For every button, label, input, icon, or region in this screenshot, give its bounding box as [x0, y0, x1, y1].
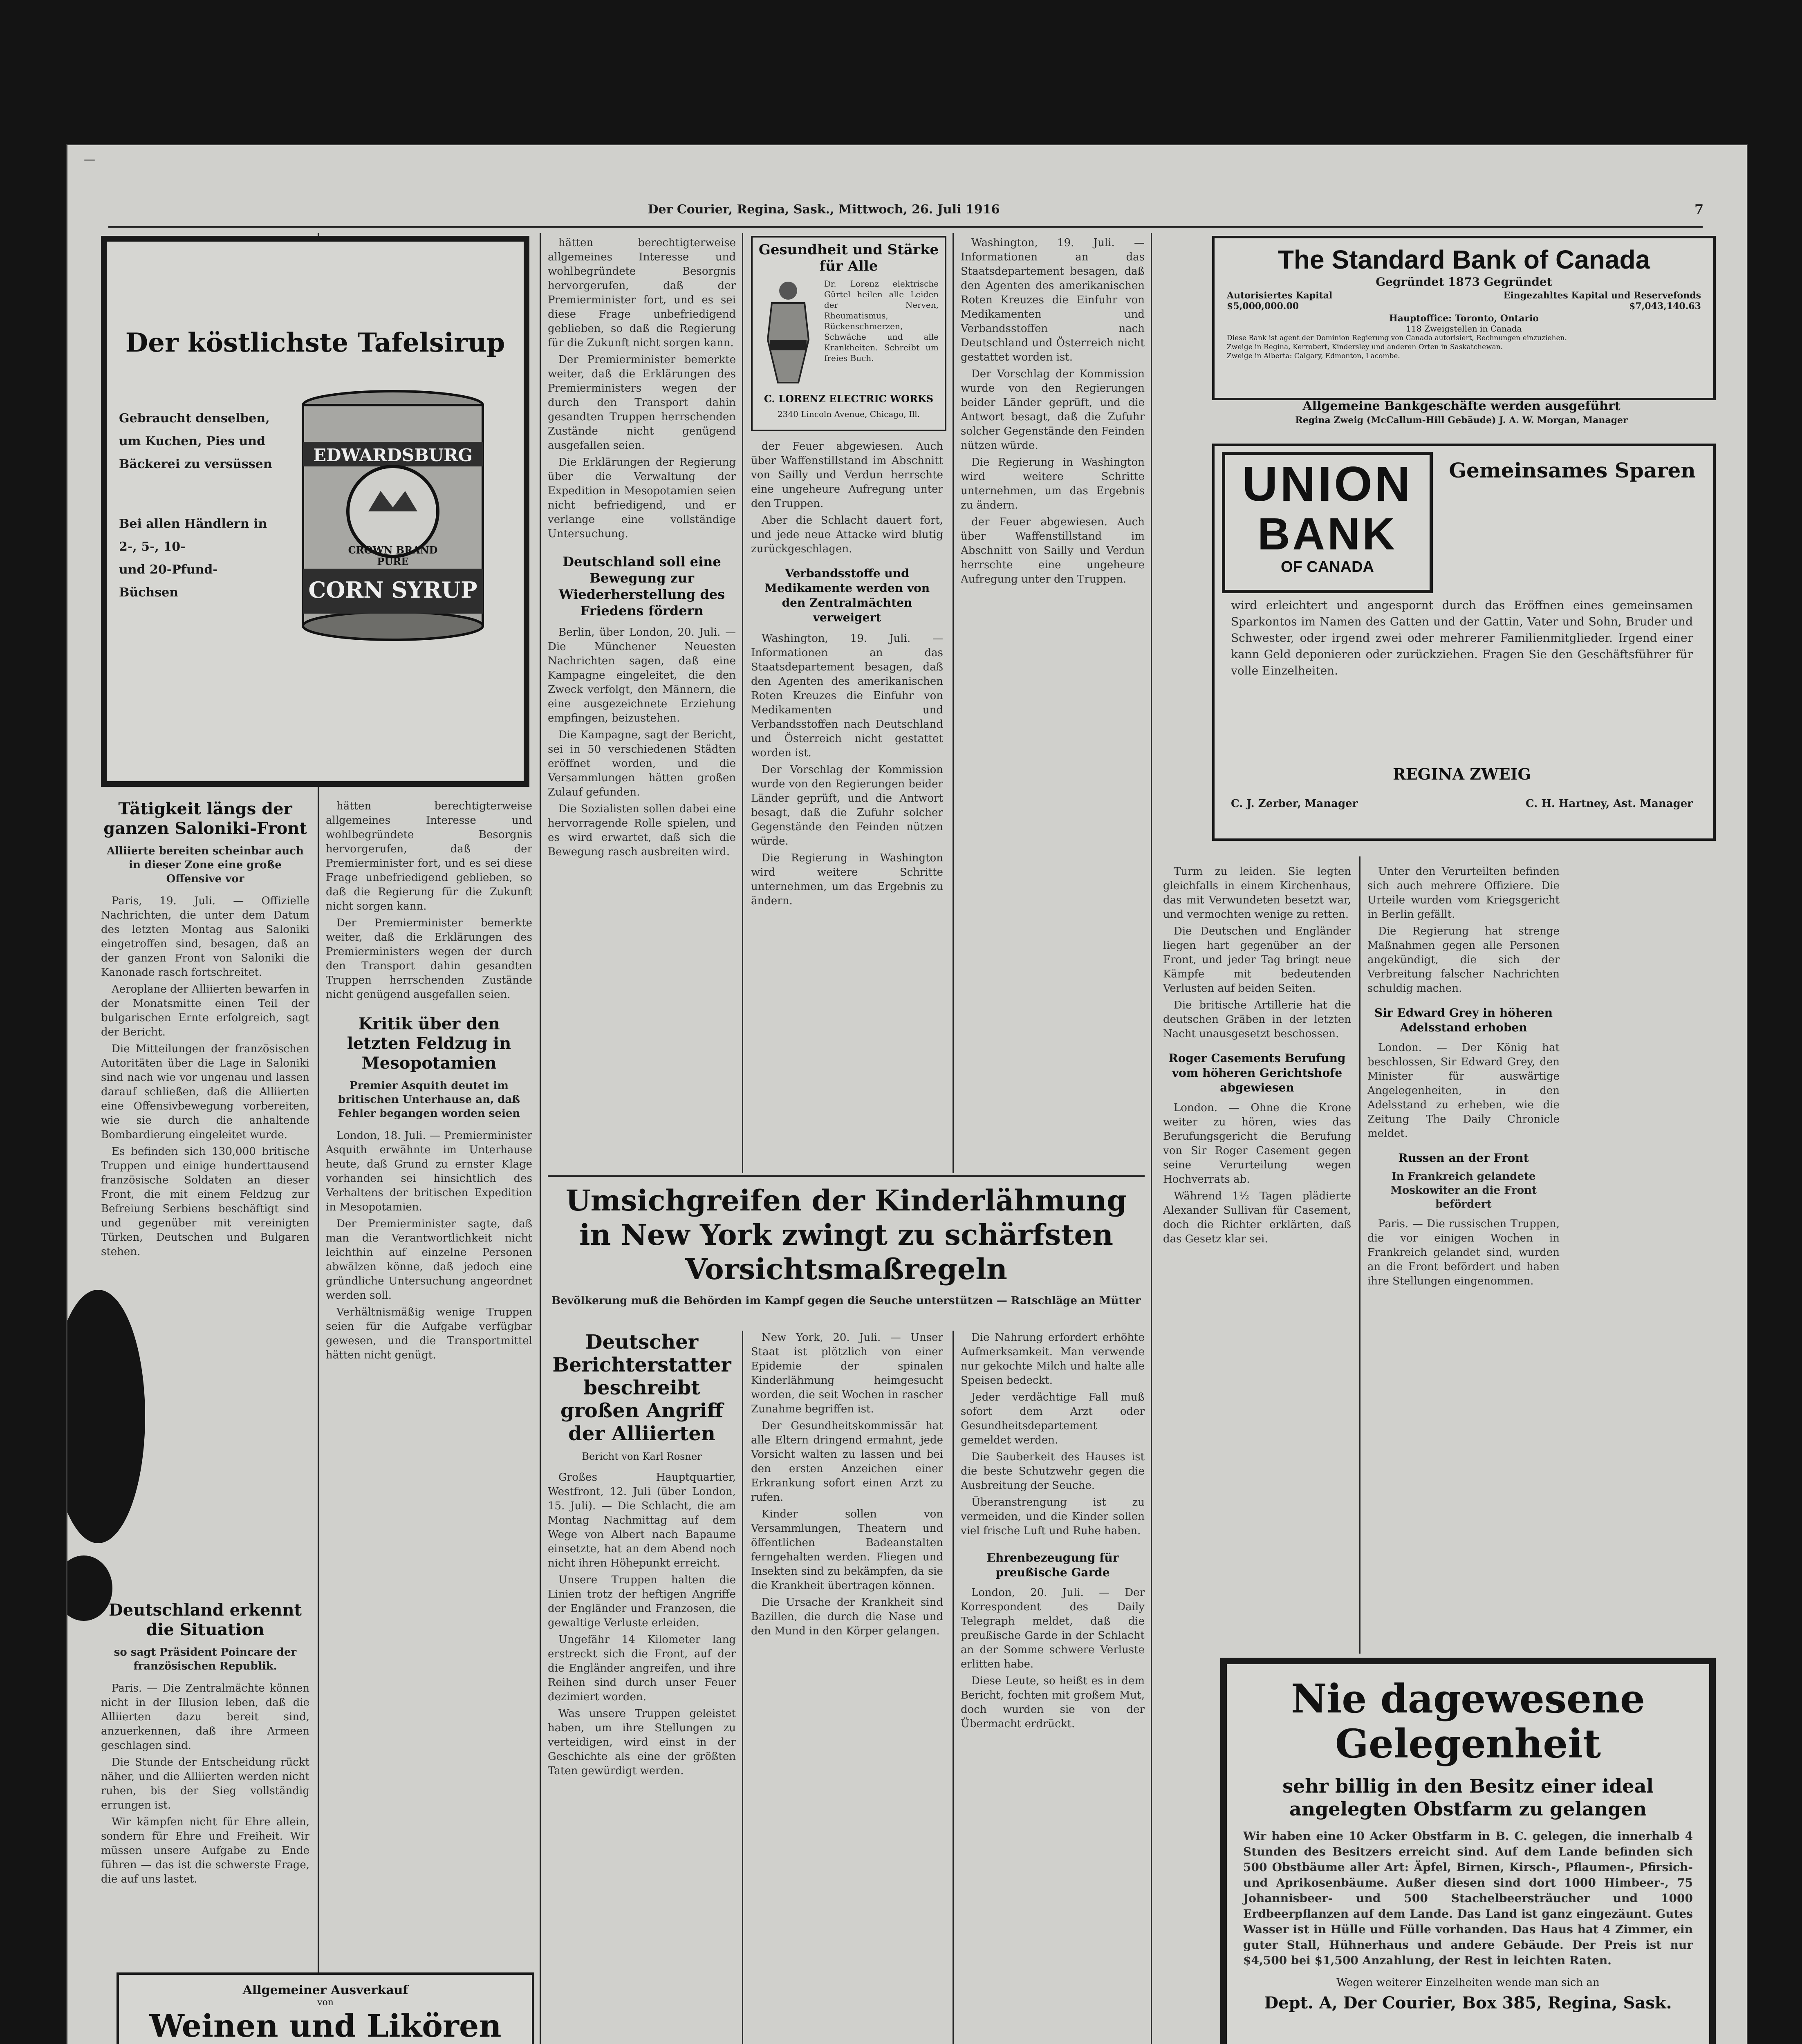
- paragraph: Paris. — Die russischen Truppen, die vor einigen Wochen in Frankreich gelandet sind, wurden an die Front befördert und haben ihre Stellungen eingenommen.: [1367, 1218, 1560, 1287]
- article-body: [751, 632, 943, 908]
- bank-capital-label: Autorisiertes Kapital: [1227, 290, 1333, 301]
- orchard-body: Wir haben eine 10 Acker Obstfarm in B. C. gelegen, die innerhalb 4 Stunden des Besitzers erreicht sind. Auf dem Lande befinden sich 500 Obstbäume aller Art: Äpfel, Birnen, Kirsch-, Pflaumen-, Pfirsich- und Aprikosenbäume. Außer diesen sind dort 1000 Himbeer-, 75 Johannisbeer- und 500 Stachelbeersträucher und 1000 Erdbeerpflanzen auf dem Lande. Das Land ist ganz eingezäunt. Gutes Wasser ist in Hülle und Fülle vorhanden. Das Haus hat 4 Zimmer, ein guter Stall, Hühnerhaus und andere Gebäude. Der Preis ist nur $4,500 bei $1,500 Anzahlung, der Rest in leichten Raten.: [1243, 1829, 1693, 1967]
- article-body: [961, 236, 1145, 587]
- article-body: [548, 1470, 736, 1778]
- article-kritik: [326, 799, 532, 2044]
- page-number: 7: [1694, 202, 1704, 217]
- paragraph: New York, 20. Juli. — Unser Staat ist plötzlich von einer Epidemie der spinalen Kinderlähmung heimgesucht worden, die seit Wochen in rascher Zunahme begriffen ist.: [751, 1331, 943, 1415]
- article-kinderlaehmung-1: [751, 1331, 943, 2044]
- lorenz-company: C. LORENZ ELECTRIC WORKS: [764, 393, 934, 405]
- paragraph: Diese Leute, so heißt es in dem Bericht, fochten mit großem Mut, doch wurden sie von der Übermacht erdrückt.: [961, 1675, 1145, 1730]
- paragraph: Die Deutschen und Engländer liegen hart gegenüber an der Front, und jeder Tag bringt neue Kämpfe mit bedeutenden Verlusten auf beiden Seiten.: [1163, 925, 1351, 995]
- article-title: Ehrenbezeugung für preußische Garde: [986, 1551, 1119, 1579]
- paragraph: Der Vorschlag der Kommission wurde von den Regierungen beider Länder geprüft, und die Antwort besagt, daß die Zufuhr solcher Gegenstände den Feinden nützen würde.: [751, 764, 943, 847]
- can-product: CORN SYRUP: [308, 577, 477, 603]
- header-rule: [108, 226, 1703, 228]
- article-body: [1163, 865, 1351, 1041]
- union-logo-line: OF CANADA: [1281, 558, 1374, 576]
- union-bank-ad: [1212, 444, 1716, 841]
- bank-lines: [1215, 334, 1713, 361]
- union-manager: C. H. Hartney, Ast. Manager: [1525, 798, 1693, 810]
- paragraph: Turm zu leiden. Sie legten gleichfalls in einem Kirchenhaus, das mit Verwundeten besetzt war, und vermochten wenige zu retten.: [1163, 865, 1351, 921]
- article-title: Roger Casements Berufung vom höheren Gerichtshofe abgewiesen: [1168, 1051, 1346, 1094]
- paragraph: Die britische Artillerie hat die deutschen Gräben in der letzten Nacht unausgesetzt beschossen.: [1163, 999, 1351, 1040]
- paragraph: Verhältnismäßig wenige Truppen seien für die Aufgabe verfügbar gewesen, und die Transportmittel hätten nicht genügt.: [326, 1306, 532, 1361]
- paragraph: Der Premierminister bemerkte weiter, daß die Erklärungen des Premierministers wegen der durch den Transport dahin gesandten Truppen herrschenden Zustände nicht genügend ausgefallen seien.: [548, 354, 736, 452]
- bank-general: Allgemeine Bankgeschäfte werden ausgeführt: [1302, 399, 1620, 413]
- bank-founded: Gegründet 1873 Gegründet: [1376, 275, 1552, 289]
- paragraph: London, 20. Juli. — Der Korrespondent des Daily Telegraph meldet, daß die preußische Garde in der Schlacht an der Somme schwere Verluste erlitten habe.: [961, 1587, 1145, 1670]
- column-rule: [1359, 856, 1360, 1654]
- paragraph: Washington, 19. Juli. — Informationen an das Staatsdepartement besagen, daß den Agenten des amerikanischen Roten Kreuzes die Einfuhr von Medikamenten und Verbandsstoffen nach Deutschland und Österreich nicht gestattet worden ist.: [961, 237, 1145, 363]
- column-rule: [742, 1331, 743, 2044]
- wine-von: von: [317, 1997, 334, 2008]
- article-title: Kritik über den letzten Feldzug in Mesopotamien: [347, 1014, 511, 1073]
- article-body: [961, 1331, 1145, 1538]
- article-body: [1367, 1217, 1560, 1289]
- orchard-ad: [1220, 1658, 1716, 2044]
- bank-capital: [1227, 290, 1332, 312]
- bank-paid-value: $7,043,140.63: [1629, 301, 1701, 312]
- paragraph: Unsere Truppen halten die Linien trotz der heftigen Angriffe der Engländer und Franzosen, die gewaltige Verluste erleiden.: [548, 1574, 736, 1629]
- paragraph: Der Gesundheitskommissär hat alle Eltern dringend ermahnt, jede Vorsicht walten zu lassen und bei den ersten Anzeichen einer Erkrankung sofort einen Arzt zu rufen.: [751, 1420, 943, 1504]
- paragraph: Großes Hauptquartier, Westfront, 12. Juli (über London, 15. Juli). — Die Schlacht, die am Montag Nachmittag auf dem Wege von Albert nach Bapaume einsetzte, hat an dem Abend noch nicht ihren Höhepunkt erreicht.: [548, 1471, 736, 1569]
- standard-bank-ad: [1212, 236, 1716, 400]
- article-right-2: [1367, 865, 1560, 1650]
- syrup-headline: Der köstlichste Tafelsirup: [125, 327, 505, 358]
- article-byline: Bericht von Karl Rosner: [582, 1451, 702, 1462]
- paragraph: Was unsere Truppen geleistet haben, um ihre Stellungen zu verteidigen, wird einst in der Geschichte als eine der größten Taten gewürdigt werden.: [548, 1708, 736, 1777]
- paragraph: Paris. — Die Zentralmächte können nicht in der Illusion leben, daß die Alliierten dazu bereit sind, anzuerkennen, daß ihre Armeen geschlagen sind.: [101, 1682, 309, 1752]
- bank-paid-label: Eingezahltes Kapital und Reservefonds: [1503, 290, 1701, 301]
- paragraph: Die Regierung in Washington wird weitere Schritte unternehmen, um das Ergebnis zu ändern.: [751, 852, 943, 907]
- union-body: wird erleichtert und angespornt durch das Eröffnen eines gemeinsamen Sparkontos im Namen des Gatten und der Gattin, Vater und Sohn, Bruder und Schwester, oder irgend zwei oder mehrerer Familienmitglieder. Irgend einer kann Geld deponieren oder zurückziehen. Fragen Sie den Geschäftsführer für volle Einzelheiten.: [1231, 598, 1693, 677]
- paragraph: Der Premierminister bemerkte weiter, daß die Erklärungen des Premierministers wegen der durch den Transport dahin gesandten Truppen herrschenden Zustände nicht genügend ausgefallen seien.: [326, 917, 532, 1001]
- masthead-header: Der Courier, Regina, Sask., Mittwoch, 26. Juli 1916: [648, 202, 1000, 217]
- bank-capital-row: [1215, 289, 1713, 313]
- orchard-subtitle: sehr billig in den Besitz einer ideal angelegten Obstfarm zu gelangen: [1282, 1775, 1654, 1820]
- article-title: Deutscher Berichterstatter beschreibt großen Angriff der Alliierten: [552, 1331, 731, 1445]
- paragraph: Die Sozialisten sollen dabei eine hervorragende Rolle spielen, und es wird erwartet, daß sich die Bewegung rasch ausbreiten wird.: [548, 803, 736, 858]
- paragraph: Der Vorschlag der Kommission wurde von den Regierungen beider Länder geprüft, und die Antwort besagt, daß die Zufuhr solcher Gegenstände den Feinden nützen würde.: [961, 368, 1145, 452]
- paragraph: hätten berechtigterweise allgemeines Interesse und wohlbegründete Besorgnis hervorgerufen, daß der Premierminister fort, und es sei diese Frage unbefriedigend geblieben, so daß die Regierung für die Zukunft nicht sorgen kann.: [326, 800, 532, 912]
- bank-paid: [1504, 290, 1701, 312]
- paragraph: Die Stunde der Entscheidung rückt näher, und die Alliierten werden nicht ruhen, bis der Sieg vollständig errungen ist.: [101, 1756, 309, 1811]
- paragraph: Aeroplane der Alliierten bewarfen in der Monatsmitte einen Teil der bulgarischen Ernte erfolgreich, sagt der Bericht.: [101, 983, 309, 1038]
- article-body: [101, 894, 309, 1259]
- orchard-title: Gelegenheit: [1335, 1721, 1601, 1767]
- lorenz-address: 2340 Lincoln Avenue, Chicago, Ill.: [777, 409, 920, 419]
- article-subtitle: so sagt Präsident Poincare der französischen Republik.: [114, 1646, 297, 1672]
- paragraph: Unter den Verurteilten befinden sich auch mehrere Offiziere. Die Urteile wurden vom Kriegsgericht in Berlin gefällt.: [1367, 865, 1560, 921]
- bank-line: Zweige in Alberta: Calgary, Edmonton, Lacombe.: [1227, 352, 1400, 360]
- article-mid1: [548, 236, 736, 1164]
- bank-head-office: Hauptoffice: Toronto, Ontario: [1389, 313, 1539, 324]
- paragraph: hätten berechtigterweise allgemeines Interesse und wohlbegründete Besorgnis hervorgerufen, daß der Premierminister fort, und es sei diese Frage unbefriedigend geblieben, so daß die Regierung für die Zukunft nicht sorgen kann.: [548, 237, 736, 349]
- article-col-e: [961, 236, 1145, 1164]
- union-title: Gemeinsames Sparen: [1449, 458, 1696, 482]
- article-body: [548, 625, 736, 859]
- paragraph: Paris, 19. Juli. — Offizielle Nachrichten, die unter dem Datum des letzten Montag aus Saloniki eingetroffen sind, besagen, daß an der ganzen Front von Saloniki die Kanonade rasch fortschreitet.: [101, 895, 309, 979]
- newspaper-page: [66, 144, 1748, 2044]
- paragraph: Die Kampagne, sagt der Bericht, sei in 50 verschiedenen Städten eröffnet worden, und die Versammlungen hätten großen Zulauf gefunden.: [548, 729, 736, 798]
- can-brand: EDWARDSBURG: [313, 445, 473, 465]
- article-subtitle: Alliierte bereiten scheinbar auch in dieser Zone eine große Offensive vor: [107, 845, 304, 885]
- paragraph: Die Erklärungen der Regierung über die Verwaltung der Expedition in Mesopotamien seien nicht befriedigend, und er verlange eine vollständige Untersuchung.: [548, 456, 736, 540]
- kinderlaehmung-subtitle: Bevölkerung muß die Behörden im Kampf gegen die Seuche unterstützen — Ratschläge an Mütter: [551, 1295, 1141, 1307]
- orchard-contact-intro: Wegen weiterer Einzelheiten wende man sich an: [1336, 1977, 1600, 1989]
- article-title: Russen an der Front: [1398, 1151, 1529, 1165]
- paragraph: Jeder verdächtige Fall muß sofort dem Arzt oder Gesundheitsdepartement gemeldet werden.: [961, 1391, 1145, 1446]
- article-body-continued: [751, 439, 943, 556]
- paragraph: London. — Ohne die Krone weiter zu hören, wies das Berufungsgericht die Berufung von Sir Roger Casement gegen seine Verurteilung wegen Hochverrats ab.: [1163, 1102, 1351, 1186]
- article-deutschland: [101, 1600, 309, 2009]
- paragraph: Die Ursache der Krankheit sind Bazillen, die durch die Nase und den Mund in den Körper gelangen.: [751, 1596, 943, 1637]
- article-title: Deutschland soll eine Bewegung zur Wiederherstellung des Friedens fördern: [558, 554, 725, 619]
- column-rule: [1151, 233, 1152, 2044]
- paragraph: der Feuer abgewiesen. Auch über Waffenstillstand im Abschnitt von Sailly und Verdun herrschte eine ungeheure Aufregung unter den Truppen.: [961, 516, 1145, 585]
- paragraph: Berlin, über London, 20. Juli. — Die Münchener Neuesten Nachrichten sagen, daß eine Kampagne eingeleitet, die den Zweck verfolgt, den Männern, die eine ausgezeichnete Erziehung empfingen, beizustehen.: [548, 626, 736, 724]
- bank-line: Diese Bank ist agent der Dominion Regierung von Canada autorisiert, Rechnungen einzuziehen.: [1227, 334, 1567, 342]
- paragraph: Die Regierung in Washington wird weitere Schritte unternehmen, um das Ergebnis zu ändern.: [961, 456, 1145, 511]
- wine-intro: Allgemeiner Ausverkauf: [242, 1983, 408, 1997]
- syrup-line: um Kuchen, Pies und: [119, 434, 266, 448]
- paragraph: Während 1½ Tagen plädierte Alexander Sullivan für Casement, doch die Richter erklärten, daß das Gesetz klar sei.: [1163, 1190, 1351, 1245]
- union-logo-line: BANK: [1257, 509, 1397, 559]
- syrup-can-image: [295, 389, 491, 642]
- article-body: [1367, 1041, 1560, 1141]
- article-body: [548, 236, 736, 541]
- belt-man-image: [758, 278, 819, 385]
- article-body: [101, 1681, 309, 1887]
- bank-capital-value: $5,000,000.00: [1227, 301, 1299, 312]
- union-branch: REGINA ZWEIG: [1393, 765, 1531, 783]
- article-body: [1163, 1101, 1351, 1246]
- paragraph: Die Sauberkeit des Hauses ist die beste Schutzwehr gegen die Ausbreitung der Seuche.: [961, 1451, 1145, 1492]
- paragraph: London, 18. Juli. — Premierminister Asquith erwähnte im Unterhause heute, daß Grund zu ernster Klage vorhanden sei hinsichtlich des Verhaltens der britischen Expedition in Mesopotamien.: [326, 1130, 532, 1213]
- syrup-line: und 20-Pfund-Büchsen: [119, 563, 218, 600]
- paragraph: Überanstrengung ist zu vermeiden, und die Kinder sollen viel frische Luft und Ruhe haben.: [961, 1496, 1145, 1537]
- paragraph: Kinder sollen von Versammlungen, Theatern und öffentlichen Badeanstalten ferngehalten werden. Fliegen und Insekten sind zu bekämpfen, da sie die Krankheit übertragen können.: [751, 1508, 943, 1592]
- article-subtitle: In Frankreich gelandete Moskowiter an die Front befördert: [1390, 1170, 1537, 1210]
- masthead-left-note: —: [84, 152, 95, 166]
- article-body-continued: [326, 799, 532, 1002]
- article-kinderlaehmung-2: [961, 1331, 1145, 2044]
- column-rule: [953, 1331, 954, 2044]
- paragraph: Wir kämpfen nicht für Ehre allein, sondern für Ehre und Freiheit. Wir müssen unsere Aufgabe zu Ende führen — das ist die schwerste Frage, die auf uns lastet.: [101, 1816, 309, 1885]
- lorenz-ad: [751, 236, 946, 431]
- syrup-line: 2-, 5-, 10-: [119, 540, 186, 554]
- article-subtitle: Premier Asquith deutet im britischen Unterhause an, daß Fehler begangen worden seien: [338, 1080, 520, 1120]
- article-body: [751, 1331, 943, 1638]
- article-title: Tätigkeit längs der ganzen Saloniki-Front: [103, 799, 307, 838]
- article-verbandsstoffe: [751, 439, 943, 1167]
- can-pure: PURE: [377, 556, 409, 567]
- article-right-1: [1163, 865, 1351, 1650]
- union-manager: C. J. Zerber, Manager: [1231, 798, 1358, 810]
- kinderlaehmung-title: Umsichgreifen der Kinderlähmung in New York zwingt zu schärfsten Vorsichtsmaßregeln: [565, 1183, 1127, 1286]
- orchard-contact: Dept. A, Der Courier, Box 385, Regina, Sask.: [1264, 1993, 1672, 2013]
- union-managers: [1231, 798, 1693, 810]
- paragraph: Die Regierung hat strenge Maßnahmen gegen alle Personen angekündigt, die sich der Verbreitung falscher Nachrichten schuldig machen.: [1367, 925, 1560, 995]
- bank-branches: 118 Zweigstellen in Canada: [1406, 324, 1522, 334]
- column-rule: [540, 233, 541, 2044]
- article-body: [326, 1129, 532, 1363]
- syrup-line: Bäckerei zu versüssen: [119, 457, 272, 471]
- article-title: Deutschland erkennt die Situation: [108, 1600, 302, 1639]
- article-title: Verbandsstoffe und Medikamente werden von den Zentralmächten verweigert: [764, 567, 930, 624]
- paragraph: Aber die Schlacht dauert fort, und jede neue Attacke wird blutig zurückgeschlagen.: [751, 514, 943, 555]
- article-berichterstatter: [548, 1331, 736, 2044]
- paragraph: Ungefähr 14 Kilometer lang erstreckt sich die Front, auf der die Engländer angreifen, und ihre Reihen sind durch unser Feuer dezimiert worden.: [548, 1634, 736, 1703]
- paragraph: Washington, 19. Juli. — Informationen an das Staatsdepartement besagen, daß den Agenten des amerikanischen Roten Kreuzes die Einfuhr von Medikamenten und Verbandsstoffen nach Deutschland und Österreich nicht gestattet worden ist.: [751, 632, 943, 759]
- lorenz-body: Dr. Lorenz elektrische Gürtel heilen alle Leiden der Nerven, Rheumatismus, Rückenschmerzen, Schwäche und alle Krankheiten. Schreibt um freies Buch.: [824, 279, 939, 363]
- wine-headline: Weinen und Likören: [149, 2008, 502, 2044]
- column-rule: [742, 233, 743, 1173]
- syrup-text: [119, 407, 274, 604]
- bank-line: Zweige in Regina, Kerrobert, Kindersley und anderen Orten in Saskatchewan.: [1227, 343, 1503, 351]
- paragraph: Die Mitteilungen der französischen Autoritäten über die Lage in Saloniki sind nach wie vor ungenau und lassen darauf schließen, daß die Alliierten eine Offensivbewegung vorbereiten, wie sie durch die anhaltende Bombardierung eingeleitet wurde.: [101, 1043, 309, 1141]
- lorenz-headline: Gesundheit und Stärke für Alle: [758, 242, 939, 274]
- paragraph: der Feuer abgewiesen. Auch über Waffenstillstand im Abschnitt von Sailly und Verdun herrschte eine ungeheure Aufregung unter den Truppen.: [751, 440, 943, 510]
- column-rule: [953, 233, 954, 1173]
- bank-title: The Standard Bank of Canada: [1278, 245, 1650, 274]
- syrup-line: Bei allen Händlern in: [119, 517, 267, 531]
- orchard-title: Nie dagewesene: [1291, 1676, 1645, 1722]
- union-logo: [1222, 452, 1433, 593]
- paragraph: Es befinden sich 130,000 britische Truppen und einige hunderttausend französische Soldaten an dieser Front, die mit einem Feldzug zur Befreiung Serbiens beschäftigt sind und gegenüber mit vereinigten Türken, Deutschen und Bulgaren stehen.: [101, 1145, 309, 1258]
- wine-ad: [117, 1972, 534, 2044]
- section-rule: [548, 1175, 1145, 1177]
- article-body: [961, 1586, 1145, 1731]
- can-sub: CROWN BRAND: [348, 544, 438, 556]
- bank-branch-line: Regina Zweig (McCallum-Hill Gebäude) J. A. W. Morgan, Manager: [1295, 415, 1628, 426]
- article-body: [1367, 865, 1560, 996]
- union-logo-line: UNION: [1242, 457, 1413, 511]
- syrup-line: Gebraucht denselben,: [119, 411, 270, 426]
- paragraph: Die Nahrung erfordert erhöhte Aufmerksamkeit. Man verwende nur gekochte Milch und halte alle Speisen bedeckt.: [961, 1331, 1145, 1387]
- article-title: Sir Edward Grey in höheren Adelsstand erhoben: [1374, 1006, 1553, 1034]
- paragraph: Der Premierminister sagte, daß man die Verantwortlichkeit nicht leichthin auf einzelne Personen abwälzen könne, daß jedoch eine gründliche Untersuchung angeordnet werden soll.: [326, 1218, 532, 1302]
- paragraph: London. — Der König hat beschlossen, Sir Edward Grey, den Minister für auswärtige Angelegenheiten, in den Adelsstand zu erheben, wie die Zeitung The Daily Chronicle meldet.: [1367, 1042, 1560, 1140]
- syrup-ad: [101, 236, 529, 787]
